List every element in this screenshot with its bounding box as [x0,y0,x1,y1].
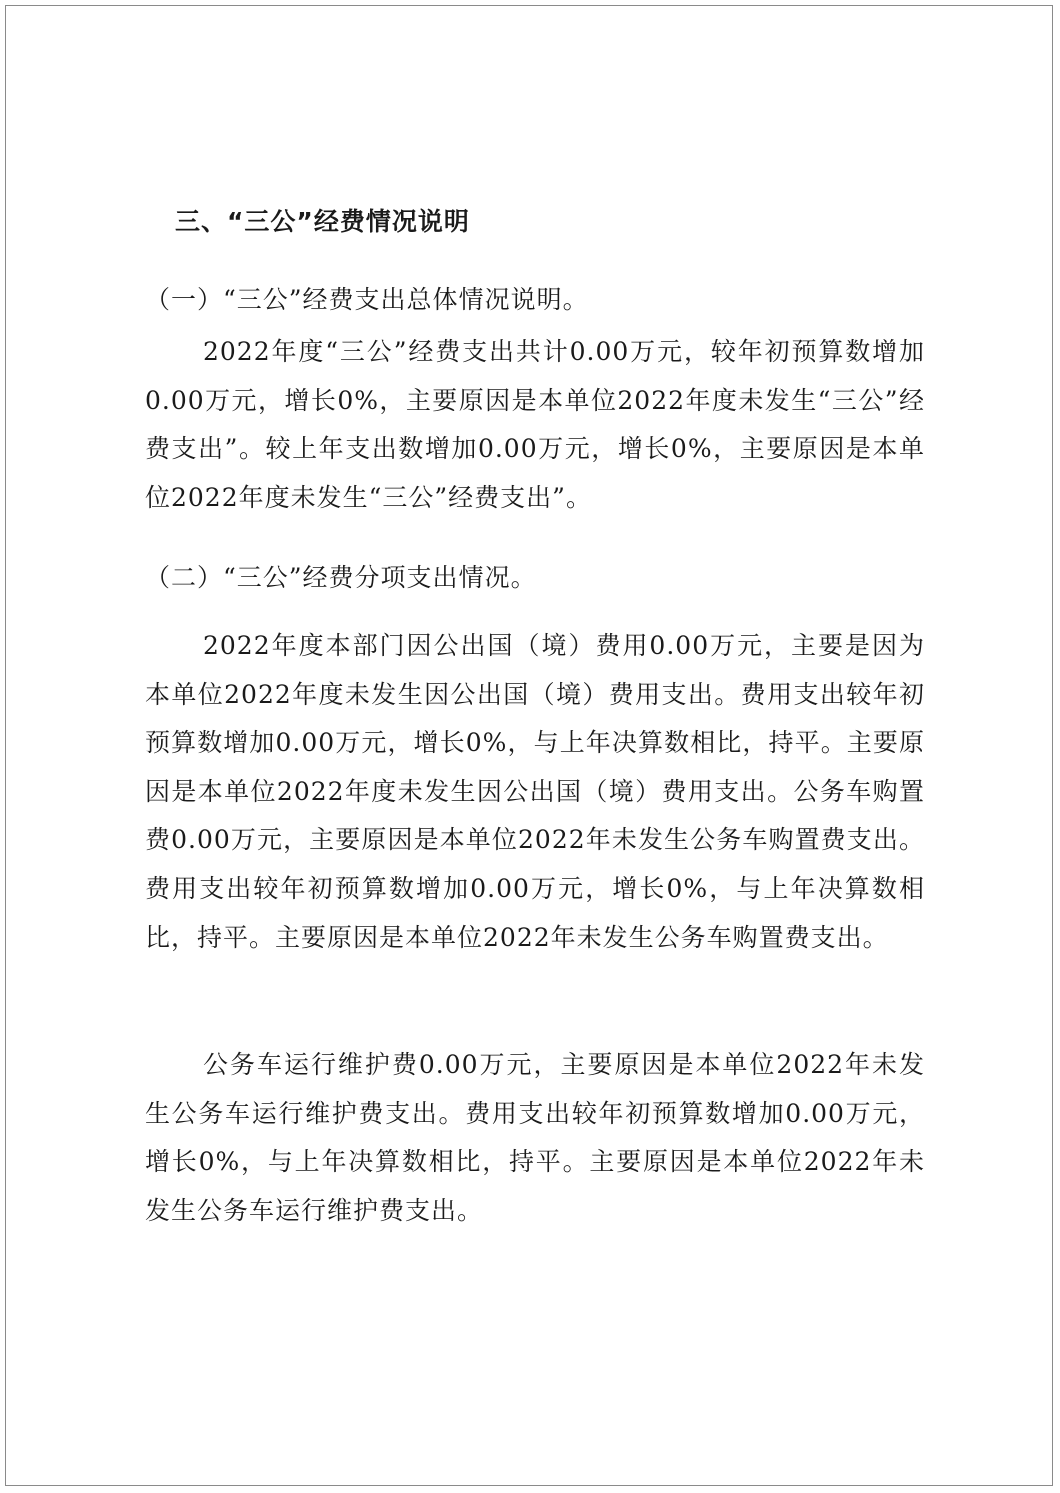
paragraph-itemized-vehicle-maintenance: 公务车运行维护费0.00万元，主要原因是本单位2022年未发生公务车运行维护费支出。费用支出较年初预算数增加0.00万元，增长0%，与上年决算数相比，持平。主要原因是本单位2022年未发生公务车运行维护费支出。 [145,1050,925,1225]
subsection-title-overall: （一）“三公”经费支出总体情况说明。 [145,285,589,314]
paragraph-itemized-travel-purchase: 2022年度本部门因公出国（境）费用0.00万元，主要是因为本单位2022年度未发生因公出国（境）费用支出。费用支出较年初预算数增加0.00万元，增长0%，与上年决算数相比，持平。主要原因是本单位2022年度未发生因公出国（境）费用支出。公务车购置费0.00万元，主要原因是本单位2022年未发生公务车购置费支出。费用支出较年初预算数增加0.00万元，增长0%，与上年决算数相比，持平。主要原因是本单位2022年未发生公务车购置费支出。 [145,631,925,952]
document-page [5,5,1053,1486]
section-heading: 三、“三公”经费情况说明 [175,207,470,236]
paragraph-overall: 2022年度“三公”经费支出共计0.00万元，较年初预算数增加0.00万元，增长0%，主要原因是本单位2022年度未发生“三公”经费支出”。较上年支出数增加0.00万元，增长0%，主要原因是本单位2022年度未发生“三公”经费支出”。 [145,337,925,512]
subsection-title-itemized: （二）“三公”经费分项支出情况。 [145,563,537,592]
